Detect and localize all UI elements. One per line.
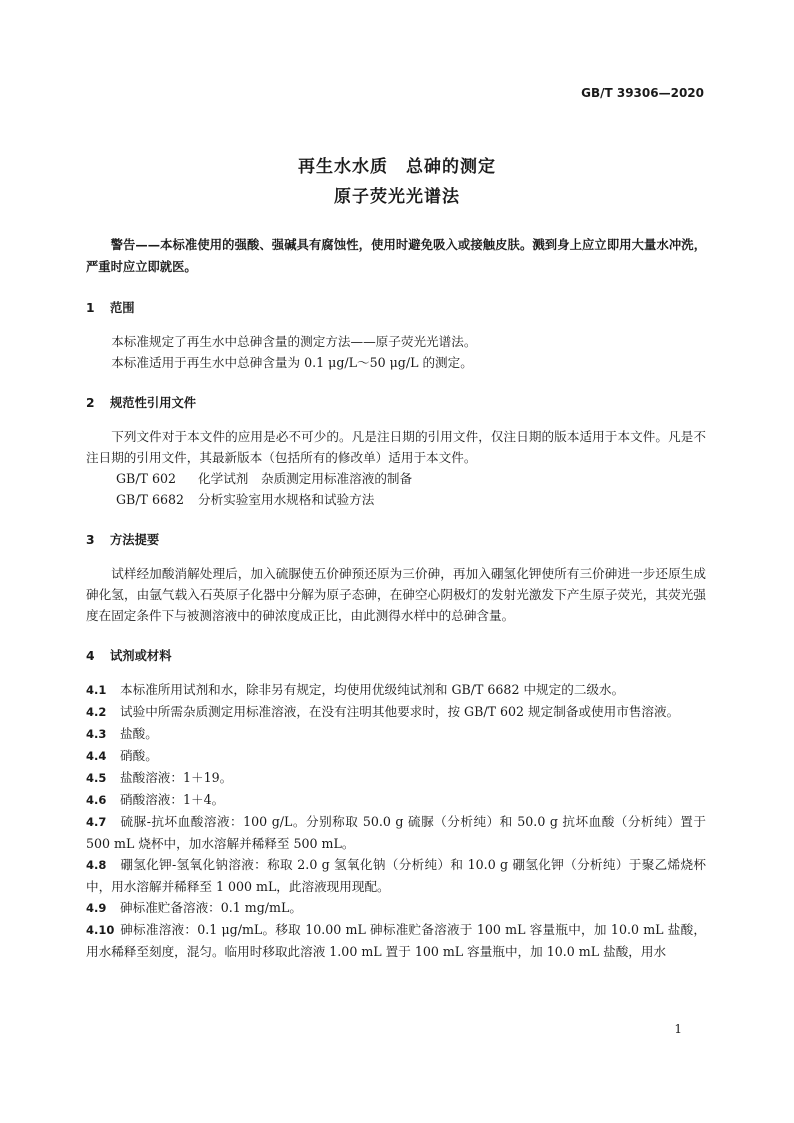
list-item: 4.5 盐酸溶液：1＋19。 [86, 770, 233, 785]
warning-text: 警告——本标准使用的强酸、强碱具有腐蚀性，使用时避免吸入或接触皮肤。溅到身上应立即用大量水冲洗，严重时应立即就医。 [86, 238, 706, 274]
list-item: 4.7 硫脲-抗坏血酸溶液：100 g/L。分别称取 50.0 g 硫脲（分析纯）和 50.0 g 抗坏血酸（分析纯）置于 500 mL 烧杯中，加水溶解并稀释至 500 mL。 [86, 814, 706, 851]
list-item: 4.6 硝酸溶液：1＋4。 [86, 792, 225, 807]
page-number: 1 [674, 1022, 682, 1036]
document-title: 再生水水质 总砷的测定 [298, 157, 496, 177]
standard-number: GB/T 39306—2020 [581, 86, 704, 100]
list-item: 4.2 试验中所需杂质测定用标准溶液，在没有注明其他要求时，按 GB/T 602 规定制备或使用市售溶液。 [86, 704, 680, 719]
paragraph: 本标准规定了再生水中总砷含量的测定方法——原子荧光光谱法。 [111, 334, 477, 349]
reference-item: GB/T 6682 分析实验室用水规格和试验方法 [116, 492, 375, 507]
document-subtitle: 原子荧光光谱法 [334, 187, 460, 207]
reference-item: GB/T 602 化学试剂 杂质测定用标准溶液的制备 [116, 471, 413, 486]
list-item: 4.3 盐酸。 [86, 726, 158, 741]
list-item: 4.1 本标准所用试剂和水，除非另有规定，均使用优级纯试剂和 GB/T 6682 中规定的二级水。 [86, 682, 625, 697]
section-heading: 2 规范性引用文件 [86, 396, 197, 410]
list-item: 4.4 硝酸。 [86, 748, 158, 763]
list-item: 4.8 硼氢化钾-氢氧化钠溶液：称取 2.0 g 氢氧化钠（分析纯）和 10.0 g 硼氢化钾（分析纯）于聚乙烯烧杯中，用水溶解并稀释至 1 000 mL，此溶液现用现配。 [86, 857, 706, 894]
paragraph: 试样经加酸消解处理后，加入硫脲使五价砷预还原为三价砷，再加入硼氢化钾使所有三价砷进一步还原生成砷化氢，由氩气载入石英原子化器中分解为原子态砷，在砷空心阴极灯的发射光激发下产生原子荧光，其荧光强度在固定条件下与被测溶液中的砷浓度成正比，由此测得水样中的总砷含量。 [86, 566, 706, 623]
section-heading: 1 范围 [86, 301, 135, 315]
list-item: 4.9 砷标准贮备溶液：0.1 mg/mL。 [86, 900, 302, 915]
section-heading: 3 方法提要 [86, 533, 160, 547]
paragraph: 本标准适用于再生水中总砷含量为 0.1 μg/L～50 μg/L 的测定。 [111, 355, 473, 370]
section-heading: 4 试剂或材料 [86, 649, 172, 663]
paragraph: 下列文件对于本文件的应用是必不可少的。凡是注日期的引用文件，仅注日期的版本适用于本文件。凡是不注日期的引用文件，其最新版本（包括所有的修改单）适用于本文件。 [86, 429, 706, 465]
list-item: 4.10 砷标准溶液：0.1 μg/mL。移取 10.00 mL 砷标准贮备溶液于 100 mL 容量瓶中，加 10.0 mL 盐酸，用水稀释至刻度，混匀。临用时移取此溶液 1.00 mL 置于 100 mL 容量瓶中，加 10.0 mL 盐酸，用水 [86, 922, 706, 959]
document-body [86, 234, 706, 962]
